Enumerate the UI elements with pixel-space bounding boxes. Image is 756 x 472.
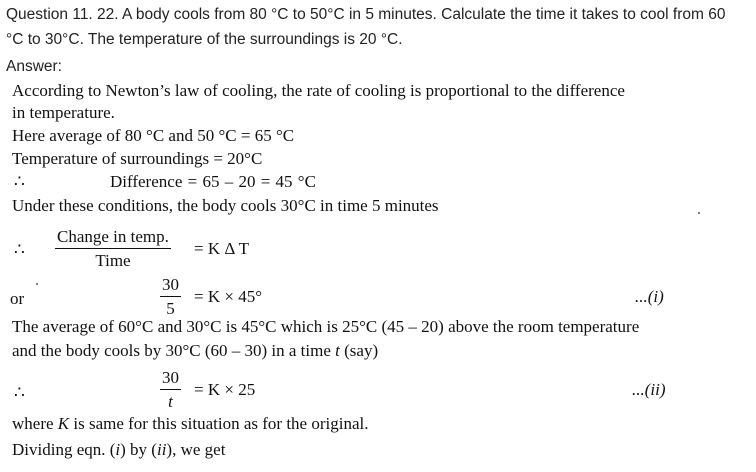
equation-1-rhs: = K Δ T [194,239,249,258]
solution-line-7: The average of 60°C and 30°C is 45°C which is 25°C (45 – 20) above the room temperature [12,317,640,336]
fraction-30-over-5 [160,275,181,318]
answer-label: Answer: [6,58,62,75]
fraction-denominator: 5 [166,299,175,318]
question-line-2: °C to 30°C. The temperature of the surroundings is 20 °C. [6,31,403,48]
ref-ii: ii [156,440,167,459]
therefore-symbol: ∴ [14,383,25,402]
question-line-1: Question 11. 22. A body cools from 80 °C to 50°C in 5 minutes. Calculate the time it takes to cool from 60 [6,6,726,23]
difference-line: Difference = 65 – 20 = 45 °C [110,172,316,191]
line-8-suffix: (say) [339,341,379,360]
variable-t: t [335,341,340,360]
solution-line-1: According to Newton’s law of cooling, the rate of cooling is proportional to the difference [12,81,625,100]
or-label: or [10,289,25,308]
line-8-text: and the body cools by 30°C (60 – 30) in a time [12,341,336,360]
therefore-symbol: ∴ [14,172,25,191]
scan-speck [698,212,700,214]
fraction-numerator: Change in temp. [57,227,169,246]
fraction-numerator: 30 [162,275,179,294]
line-10-mid: ) by ( [120,440,157,459]
therefore-symbol: ∴ [14,240,25,259]
solution-line-4: Temperature of surroundings = 20°C [12,149,263,168]
line-10-suffix: ), we get [166,440,226,459]
fraction-change-over-time [55,227,171,270]
fraction-numerator: 30 [162,368,179,387]
line-9-prefix: where [12,414,58,433]
fraction-denominator: t [168,392,173,411]
ref-i: i [115,440,121,459]
line-9-suffix: is same for this situation as for the original. [69,414,369,433]
fraction-30-over-t [160,368,181,411]
solution-line-8 [12,341,378,361]
solution-line-3: Here average of 80 °C and 50 °C = 65 °C [12,126,295,145]
equation-2-rhs: = K × 45° [194,287,262,306]
solution-line-9 [12,414,368,434]
line-10-prefix: Dividing eqn. ( [12,440,116,459]
fraction-denominator: Time [95,251,131,270]
solution-line-10 [12,440,225,460]
solution-line-6: Under these conditions, the body cools 30°C in time 5 minutes [12,196,439,215]
solution-line-2: in temperature. [12,103,115,122]
equation-3-rhs: = K × 25 [194,380,256,399]
equation-tag-ii: ...(ii) [632,380,666,399]
equation-tag-i: ...(i) [635,287,664,306]
variable-k: K [57,414,70,433]
scan-speck [36,283,38,285]
